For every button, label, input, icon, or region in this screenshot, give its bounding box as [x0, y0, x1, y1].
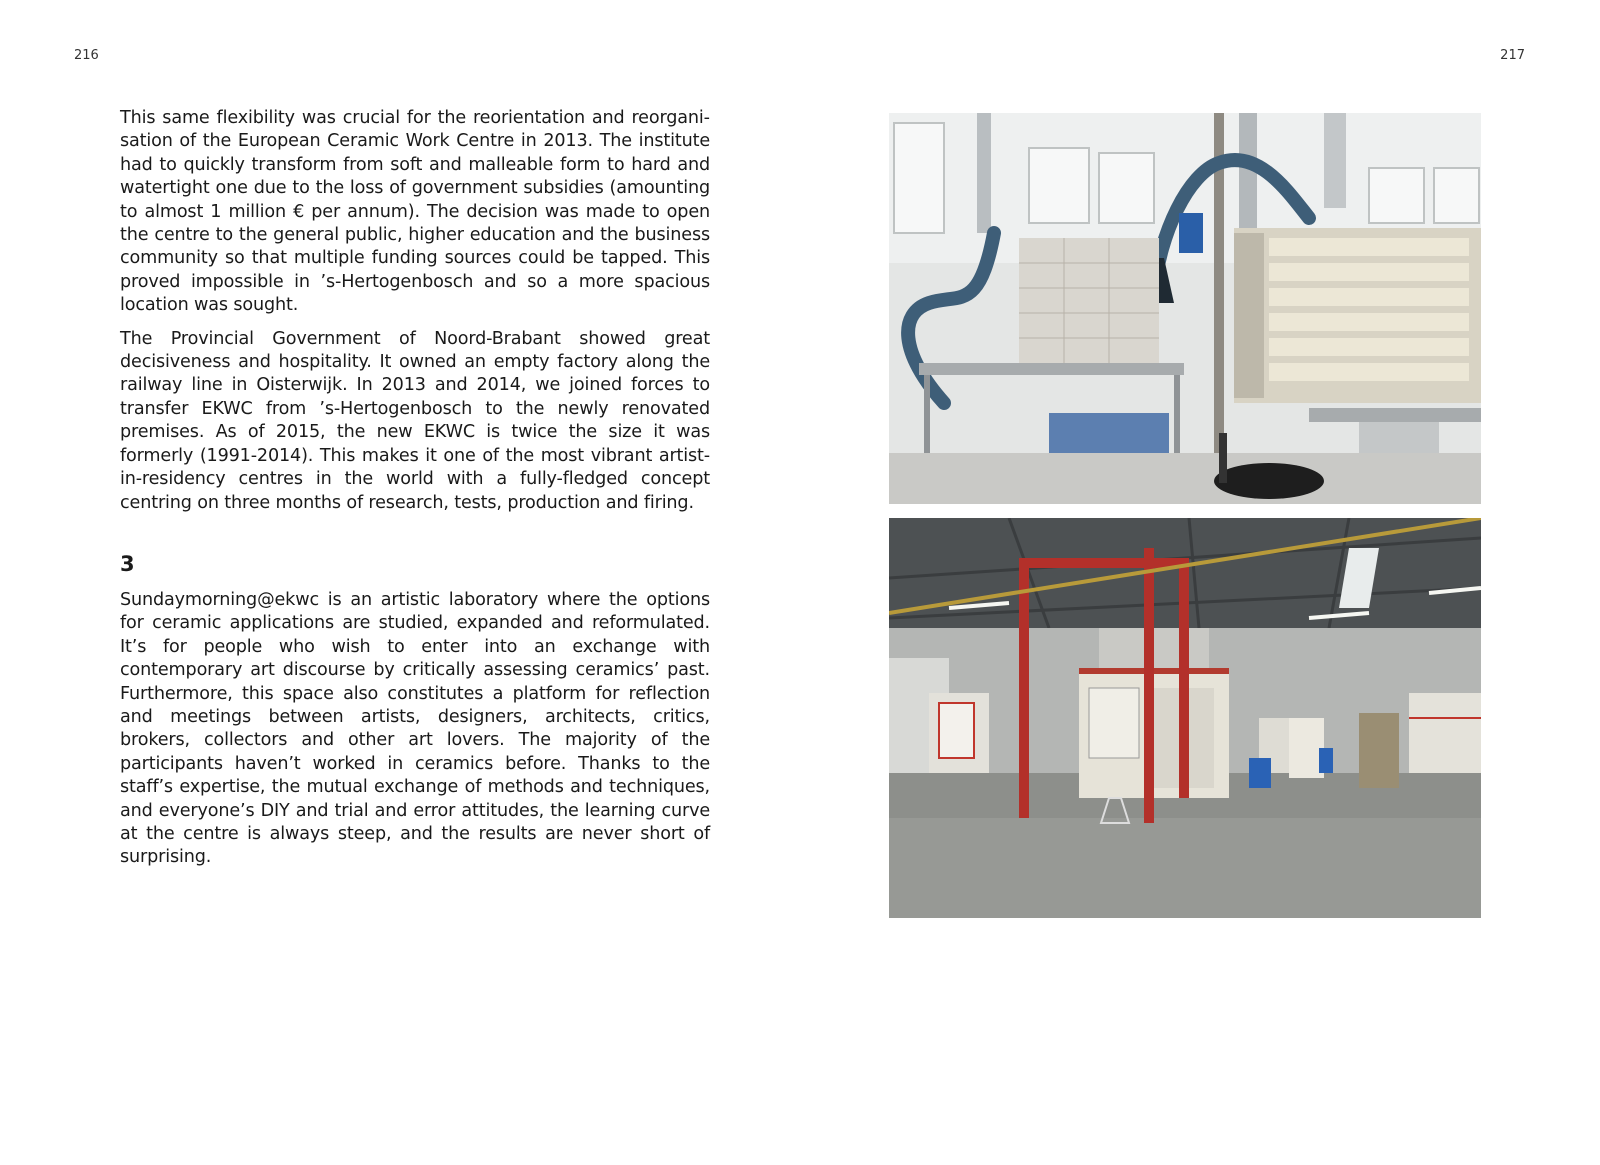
paragraph-2: The Provincial Government of Noord-Brabant showed great decisiveness and hospitality. It owned an empty factory along the railway line in Oisterwijk. In 2013 and 2014, we joined forces to transfer EKWC from ’s-Hertogenbosch to the newly renovated premises. As of 2015, the new EKWC is twice the size it was formerly (1991-2014). This makes it one of the most vibrant artist-in-residency centres in the world with a fully-fledged concept centring on three months of research, tests, production and firing.: [120, 328, 710, 513]
right-page: [800, 0, 1600, 1165]
workshop-photo: [889, 113, 1481, 504]
section-paragraph-1: Sundaymorning@ekwc is an artistic laboratory where the options for ceramic applications are studied, expanded and reformulated. It’s for people who wish to enter into an exchange with contemporary art discourse by critically assessing ceramics’ past. Furthermore, this space also constitutes a platform for reflection and meetings between artists, designers, architects, critics, brokers, collectors and other art lovers. The majority of the participants haven’t worked in ceramics before. Thanks to the staff’s expertise, the mutual exchange of methods and techniques, and everyone’s DIY and trial and error attitudes, the learning curve at the centre is always steep, and the results are never short of surprising.: [120, 589, 710, 868]
section-heading: 3: [120, 551, 135, 576]
workshop-photo-illustration: [889, 113, 1481, 504]
page-number-left: 216: [74, 48, 99, 63]
paragraph-1: This same flexibility was crucial for the reorientation and reorganisation of the European Ceramic Work Centre in 2013. The institute had to quickly transform from soft and malleable form to hard and watertight one due to the loss of government subsidies (amounting to almost 1 million € per annum). The decision was made to open the centre to the general public, higher education and the business community so that multiple funding sources could be tapped. This proved impossible in ’s-Hertogenbosch and so a more spacious location was sought.: [120, 108, 710, 316]
body-text-column: [120, 107, 710, 880]
kiln-hall-photo-illustration: [889, 518, 1481, 918]
kiln-hall-photo: [889, 518, 1481, 918]
page-number-right: 217: [1500, 48, 1525, 63]
